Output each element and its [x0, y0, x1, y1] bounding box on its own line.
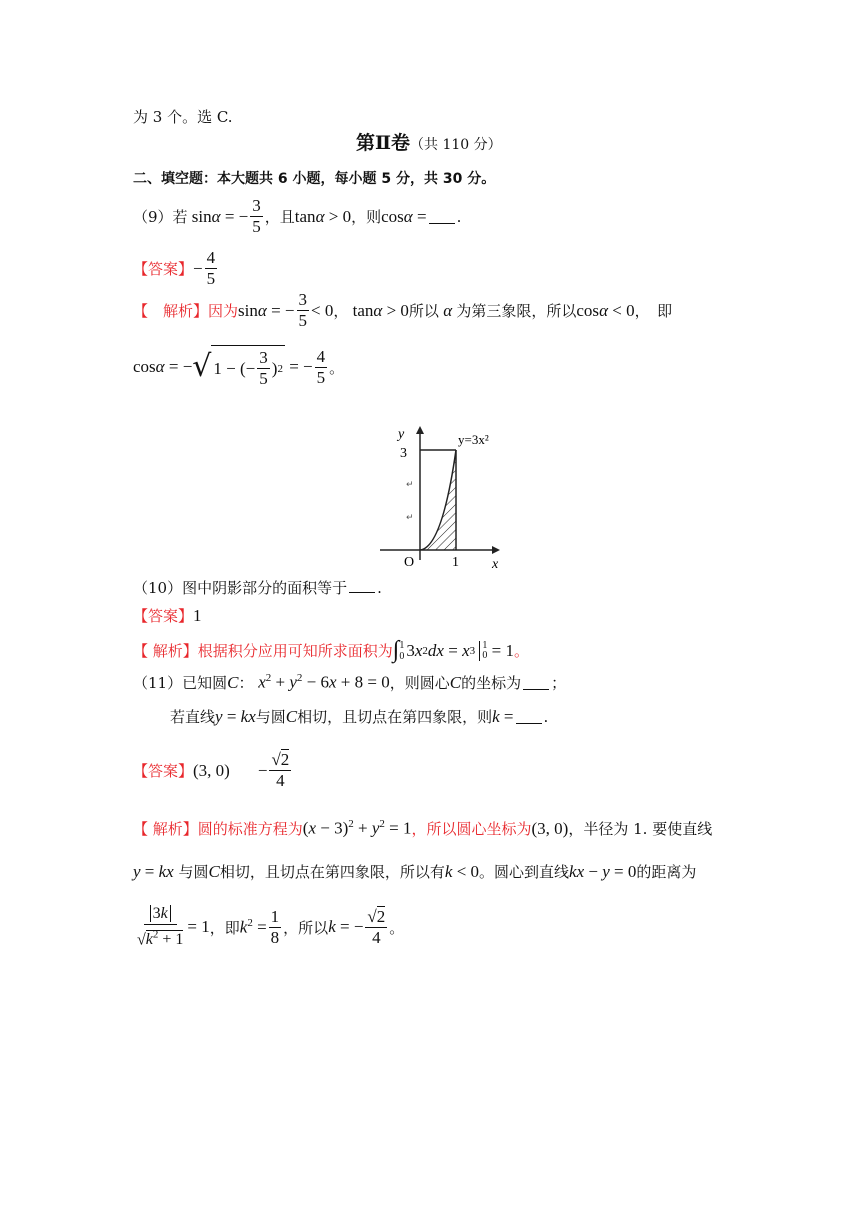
q9-tan-gt0: tanα > 0 — [294, 206, 352, 226]
tick-x-1: 1 — [452, 555, 459, 570]
q11-if-line: 若直线 — [170, 708, 216, 726]
q10-answer-value: 1 — [193, 606, 202, 625]
q11-analysis-line3: $\frac{3k}{√k^2 + 1}$ = 1 ，即 $k^2$ = $\frac{1}{8}$ ，所以 k = − $\frac{√2}{4}$ 。 — [137, 905, 405, 949]
q9-analysis-line2: cosα = − √ 1 − (− $\frac{3}{5}$ ) 2 = − $\frac{4}{5}$ 。 — [133, 346, 345, 388]
q11-center-text: ，则圆心 — [389, 674, 450, 692]
q11-tangent-text: 相切，且切点在第四象限，则 — [297, 708, 493, 726]
q9-analysis-tag: 【 解析】 — [133, 302, 209, 320]
origin-label: O — [404, 555, 415, 570]
q11-coord-text: 的坐标为 — [461, 674, 522, 692]
q11-answer-1: (3, 0) — [193, 760, 230, 780]
q10-analysis: 【 解析】 根据积分应用可知所求面积为 ∫ 1 0 3 x 2 dx = x 3 1 0 = 1 。 — [133, 637, 529, 663]
q10-answer — [133, 605, 202, 626]
q11-with-circle: 与圆 — [255, 708, 286, 726]
q9-label: （9）若 — [133, 208, 188, 226]
q9-cos-eq: cosα = — [381, 206, 427, 226]
q9-answer-frac: $\frac{4}{5}$ — [206, 248, 216, 288]
q11-analysis-a3: ，半径为 1. 要使直线 — [568, 820, 713, 838]
svg-text:↵: ↵ — [406, 513, 414, 523]
q10-analysis-text: 根据积分应用可知所求面积为 — [197, 642, 393, 660]
q11-blank-1 — [523, 675, 549, 690]
q10-analysis-tag: 【 解析】 — [133, 642, 198, 660]
q9-question: （9）若 sinα = − $\frac{3}{5}$ ，且 tanα > 0 ，则 cosα = . — [133, 196, 462, 236]
prev-answer-line: 为 3 个。选 C. — [133, 108, 233, 126]
q11-analysis-a2: ，所以圆心坐标为 — [411, 820, 532, 838]
x-axis-arrow — [492, 546, 500, 554]
q11-analysis-line2: y = kx 与圆 C 相切，且切点在第四象限，所以有 k < 0 。圆心到直线 kx − y = 0 的距离为 — [133, 861, 697, 881]
q11-answer-tag: 【答案】 — [133, 762, 194, 780]
y-axis-arrow — [416, 426, 424, 434]
q9-answer-tag: 【答案】 — [133, 260, 194, 278]
q11-question-line2: 若直线 y = kx 与圆 C 相切，且切点在第四象限，则 k = . — [170, 706, 549, 726]
q9-analysis-because: 因为 — [208, 302, 239, 320]
q11-analysis-b1: 与圆 — [178, 863, 209, 881]
x-axis-label: x — [492, 557, 499, 570]
shaded-region — [420, 450, 456, 550]
q11-analysis-b4: 的距离为 — [636, 863, 697, 881]
q11-label: （11）已知圆 — [133, 674, 228, 692]
q10-label: （10）图中阴影部分的面积等于 — [133, 579, 348, 597]
q11-analysis-b3: 。圆心到直线 — [479, 863, 570, 881]
q9-frac-3-5: $\frac{3}{5}$ — [252, 196, 261, 236]
q11-analysis-c2: ，所以 — [283, 918, 329, 937]
q11-analysis-c1: ，即 — [209, 918, 240, 937]
area-figure — [370, 420, 510, 570]
q11-analysis: 【 解析】 圆的标准方程为 $(x - 3)^2 + y^2 = 1$ ，所以圆心坐标为 (3, 0) ，半径为 1. 要使直线 — [133, 818, 713, 838]
q9-ie: ， 即 — [634, 302, 673, 320]
q9-cond: ，且 — [264, 208, 295, 226]
svg-text:↵: ↵ — [406, 480, 414, 490]
y-axis-label: y — [398, 427, 405, 442]
q11-answer-2: $\frac{√2}{4}$ — [271, 750, 290, 790]
q9-analysis: 【 解析】 因为 sinα = − $\frac{3}{5}$ < 0 ， tanα > 0 所以 α 为第三象限，所以 cosα < 0 ， 即 — [133, 290, 673, 330]
q10-blank — [349, 578, 375, 593]
q11-question: （11）已知圆 C ： $x^2 + y^2 - 6x + 8 = 0$ ，则圆心 C 的坐标为 ； — [133, 672, 567, 692]
section-title-main: 第Ⅱ卷 — [356, 132, 411, 154]
q11-answer: 【答案】 (3, 0) − $\frac{√2}{4}$ — [133, 750, 290, 790]
part-heading: 二、填空题：本大题共 6 小题，每小题 5 分，共 30 分。 — [133, 171, 496, 187]
q10-question: （10）图中阴影部分的面积等于 . — [133, 579, 382, 597]
q9-sin-eq: sinα = − — [187, 206, 249, 226]
q9-so: 所以 — [408, 302, 439, 320]
q9-then: ，则 — [351, 208, 382, 226]
q11-analysis-tag: 【 解析】 — [133, 820, 198, 838]
q9-blank — [429, 209, 455, 224]
q9-answer: 【答案】 − $\frac{4}{5}$ — [133, 248, 216, 288]
q9-third-quadrant: 为第三象限，所以 — [456, 302, 577, 320]
section-title-sub: （共 110 分） — [410, 137, 502, 153]
q9-comma: ， — [333, 302, 349, 320]
q10-answer-tag: 【答案】 — [133, 607, 194, 625]
section-title — [356, 128, 502, 155]
tick-y-3: 3 — [400, 446, 407, 461]
q11-analysis-b2: 相切，且切点在第四象限，所以有 — [219, 863, 445, 881]
curve-label: y=3x² — [458, 432, 489, 447]
q11-blank-2 — [516, 709, 542, 724]
q11-analysis-a1: 圆的标准方程为 — [197, 820, 303, 838]
